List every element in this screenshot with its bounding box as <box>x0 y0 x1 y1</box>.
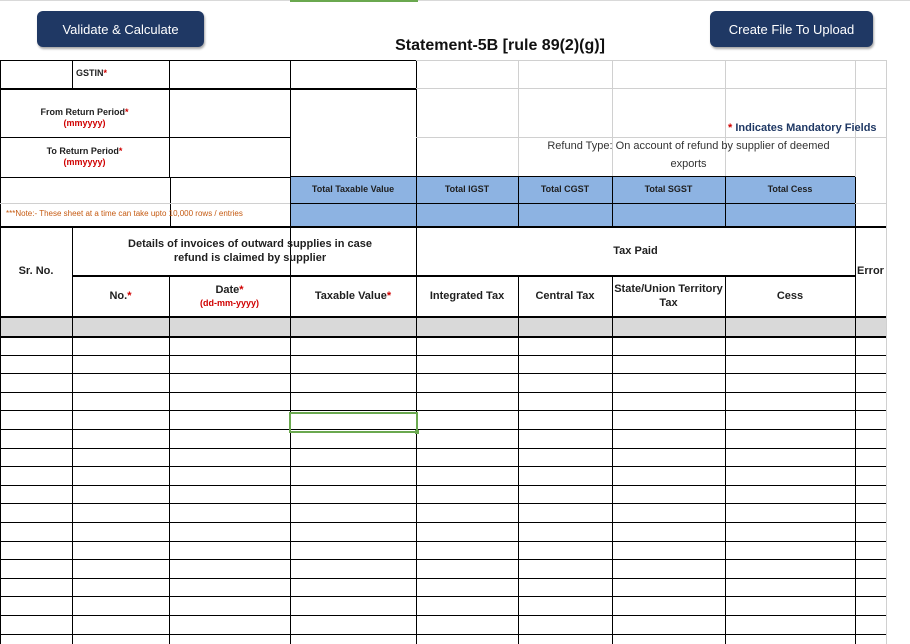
sr-no-header: Sr. No. <box>18 265 54 278</box>
to-return-period-input[interactable] <box>170 138 290 177</box>
total-sgst-header: Total SGST <box>644 184 693 195</box>
total-igst-header: Total IGST <box>444 184 490 195</box>
table-row-border <box>0 373 886 374</box>
invoice-no-header <box>72 277 169 316</box>
table-row-border <box>0 466 886 467</box>
taxable-value-header <box>290 277 416 316</box>
from-required-mark: * <box>125 106 129 117</box>
gstin-required-mark: * <box>103 68 108 79</box>
mandatory-note-text: Indicates Mandatory Fields <box>735 122 877 134</box>
table-row-border <box>0 485 886 486</box>
create-file-to-upload-button[interactable]: Create File To Upload <box>710 11 873 47</box>
to-required-mark: * <box>118 145 123 156</box>
table-row-border <box>0 503 886 504</box>
taxable-value-required-mark: * <box>386 289 392 302</box>
to-period-format: (mmyyyy) <box>63 157 106 167</box>
table-row-border <box>0 392 886 393</box>
table-row-border <box>0 448 886 449</box>
refund-type-line1: Refund Type: On account of refund by supplier of deemed <box>547 140 830 152</box>
gstin-label-text: GSTIN <box>76 68 104 79</box>
integrated-tax-header: Integrated Tax <box>429 289 505 302</box>
gstin-label <box>72 60 169 88</box>
table-row-border <box>0 429 886 430</box>
to-return-period-label <box>0 139 169 175</box>
table-row-border <box>0 355 886 356</box>
statement-title: Statement-5B [rule 89(2)(g)] <box>395 37 605 54</box>
table-row-border <box>0 522 886 523</box>
table-row-border <box>0 410 886 411</box>
invoice-date-required-mark: * <box>239 284 244 296</box>
details-group-header: Details of invoices of outward supplies in case refund is claimed by supplier <box>128 238 372 264</box>
mandatory-mark: * <box>728 122 733 134</box>
row-limit-note: ***Note:- These sheet at a time can take upto 10,000 rows / entries <box>6 209 243 218</box>
total-taxable-value-header: Total Taxable Value <box>311 184 395 195</box>
tax-paid-group-header: Tax Paid <box>613 244 658 257</box>
selected-cell[interactable] <box>289 412 418 433</box>
validate-calculate-button[interactable]: Validate & Calculate <box>37 11 204 47</box>
from-period-text: From Return Period <box>40 106 125 117</box>
table-row-border <box>0 578 886 579</box>
invoice-no-required-mark: * <box>127 289 132 302</box>
from-period-format: (mmyyyy) <box>63 118 106 128</box>
mandatory-fields-note <box>728 122 877 134</box>
invoice-date-format: (dd-mm-yyyy) <box>199 297 259 308</box>
table-row-border <box>0 634 886 635</box>
from-return-period-label <box>0 100 169 136</box>
cess-header: Cess <box>776 289 804 302</box>
invoice-date-header <box>169 277 290 316</box>
taxable-value-text: Taxable Value <box>314 289 387 302</box>
table-row-border <box>0 596 886 597</box>
fill-handle[interactable] <box>415 430 419 434</box>
table-row-border <box>0 559 886 560</box>
total-cess-header: Total Cess <box>767 184 813 195</box>
invoice-no-text: No. <box>109 289 128 302</box>
error-header: Error <box>857 265 884 278</box>
state-ut-tax-header: State/Union Territory Tax <box>614 282 723 309</box>
gstin-input[interactable] <box>170 61 290 88</box>
from-return-period-input[interactable] <box>170 90 290 137</box>
central-tax-header: Central Tax <box>535 289 595 302</box>
table-row-border <box>0 541 886 542</box>
refund-type-line2: exports <box>670 157 707 170</box>
invoice-date-text: Date <box>215 284 240 296</box>
to-period-text: To Return Period <box>46 145 119 156</box>
table-row-border <box>0 615 886 616</box>
total-cgst-header: Total CGST <box>540 184 590 195</box>
refund-type-info <box>516 138 861 173</box>
